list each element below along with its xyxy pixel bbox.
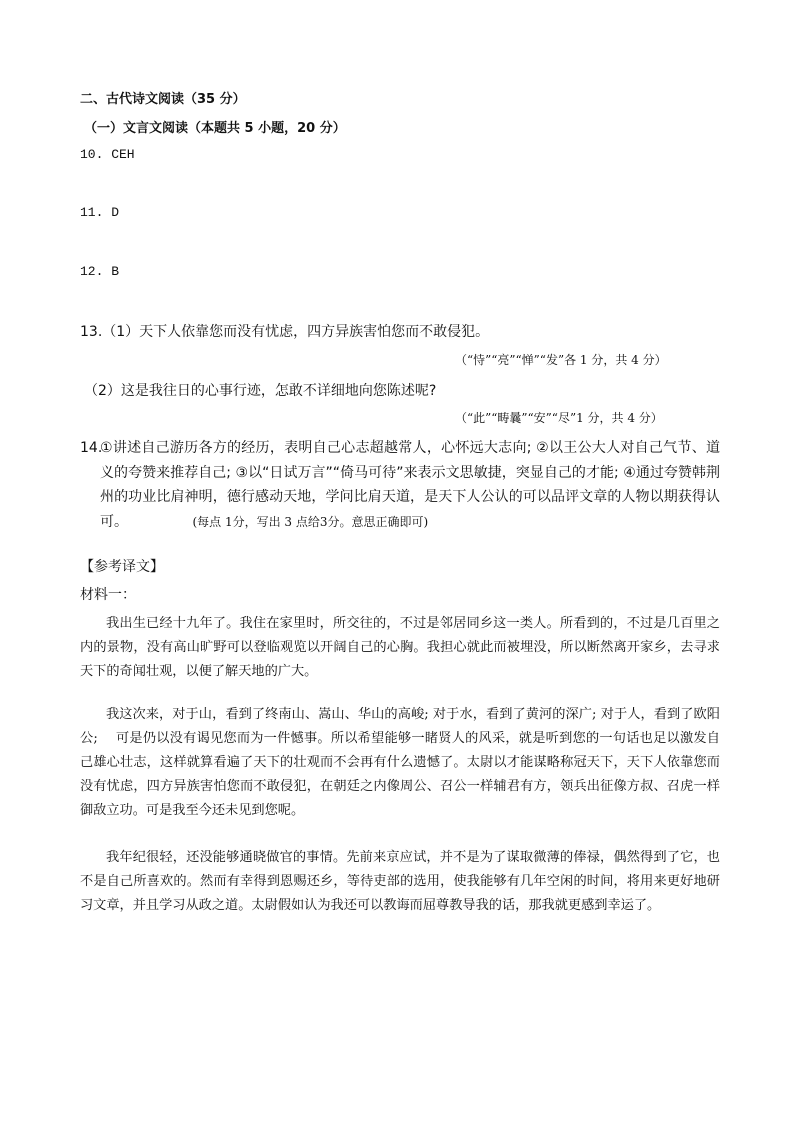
answer-q13-1: 13.（1）天下人依靠您而没有忧虑，四方异族害怕您而不敢侵犯。 bbox=[80, 324, 490, 340]
translation-paragraph-1: 我出生已经十九年了。我住在家里时，所交往的，不过是邻居同乡这一类人。所看到的，不过是几百里之内的景物，没有高山旷野可以登临观览以开阔自己的心胸。我担心就此而被埋没，所以断然离开家乡，去寻求天下的奇闻壮观，以便了解天地的广大。 bbox=[80, 616, 720, 679]
material-one-label: 材料一： bbox=[80, 587, 136, 603]
answer-q13-1-scoring: （“恃”“亮”“惮”“发”各 1 分，共 4 分） bbox=[455, 353, 667, 367]
answer-q12: 12. B bbox=[80, 264, 120, 279]
answer-q13-2: （2）这是我往日的心事行迹，怎敢不详细地向您陈述呢? bbox=[84, 383, 437, 399]
answer-q14-text: ①讲述自己游历各方的经历，表明自己心志超越常人，心怀远大志向; ②以王公大人对自己气节、道义的夸赞来推荐自己; ③以“日试万言”“倚马可待”来表示文思敏捷，突显自己的才能; ④通过夸赞韩荆州的功业比肩神明，德行感动天地，学问比肩天道，是天下人公认的可以品评文章的人物以期获得认可。 bbox=[100, 440, 720, 530]
answer-q14-number: 14. bbox=[80, 440, 103, 456]
translation-heading: 【参考译文】 bbox=[80, 559, 164, 575]
section-title: 二、古代诗文阅读（35 分） bbox=[80, 92, 246, 107]
translation-paragraph-2: 我这次来，对于山，看到了终南山、嵩山、华山的高峻; 对于水，看到了黄河的深广; 对于人，看到了欧阳公; 可是仍以没有谒见您而为一件憾事。所以希望能够一睹贤人的风采，就是听到您的一句话也足以激发自己雄心壮志，这样就算看遍了天下的壮观而不会再有什么遗憾了。太尉以才能谋略称冠天下，天下人依靠您而没有忧虑，四方异族害怕您而不敢侵犯，在朝廷之内像周公、召公一样辅君有方，领兵出征像方叔、召虎一样御敌立功。可是我至今还未见到您呢。 bbox=[80, 707, 720, 818]
section-subtitle: （一）文言文阅读（本题共 5 小题，20 分） bbox=[84, 121, 346, 136]
answer-q14-scoring: (每点 1分，写出 3 点给3分。意思正确即可) bbox=[192, 514, 429, 529]
translation-paragraph-3: 我年纪很轻，还没能够通晓做官的事情。先前来京应试，并不是为了谋取微薄的俸禄，偶然得到了它，也不是自己所喜欢的。然而有幸得到恩赐还乡，等待吏部的选用，使我能够有几年空闲的时间，将用来更好地研习文章，并且学习从政之道。太尉假如认为我还可以教诲而屈尊教导我的话，那我就更感到幸运了。 bbox=[80, 850, 720, 913]
answer-q13-2-scoring: （“此”“畴曩”“安”“尽”1 分，共 4 分） bbox=[455, 411, 663, 425]
answer-q11: 11. D bbox=[80, 205, 120, 220]
answer-q10: 10. CEH bbox=[80, 147, 135, 162]
answer-q14 bbox=[80, 436, 720, 534]
